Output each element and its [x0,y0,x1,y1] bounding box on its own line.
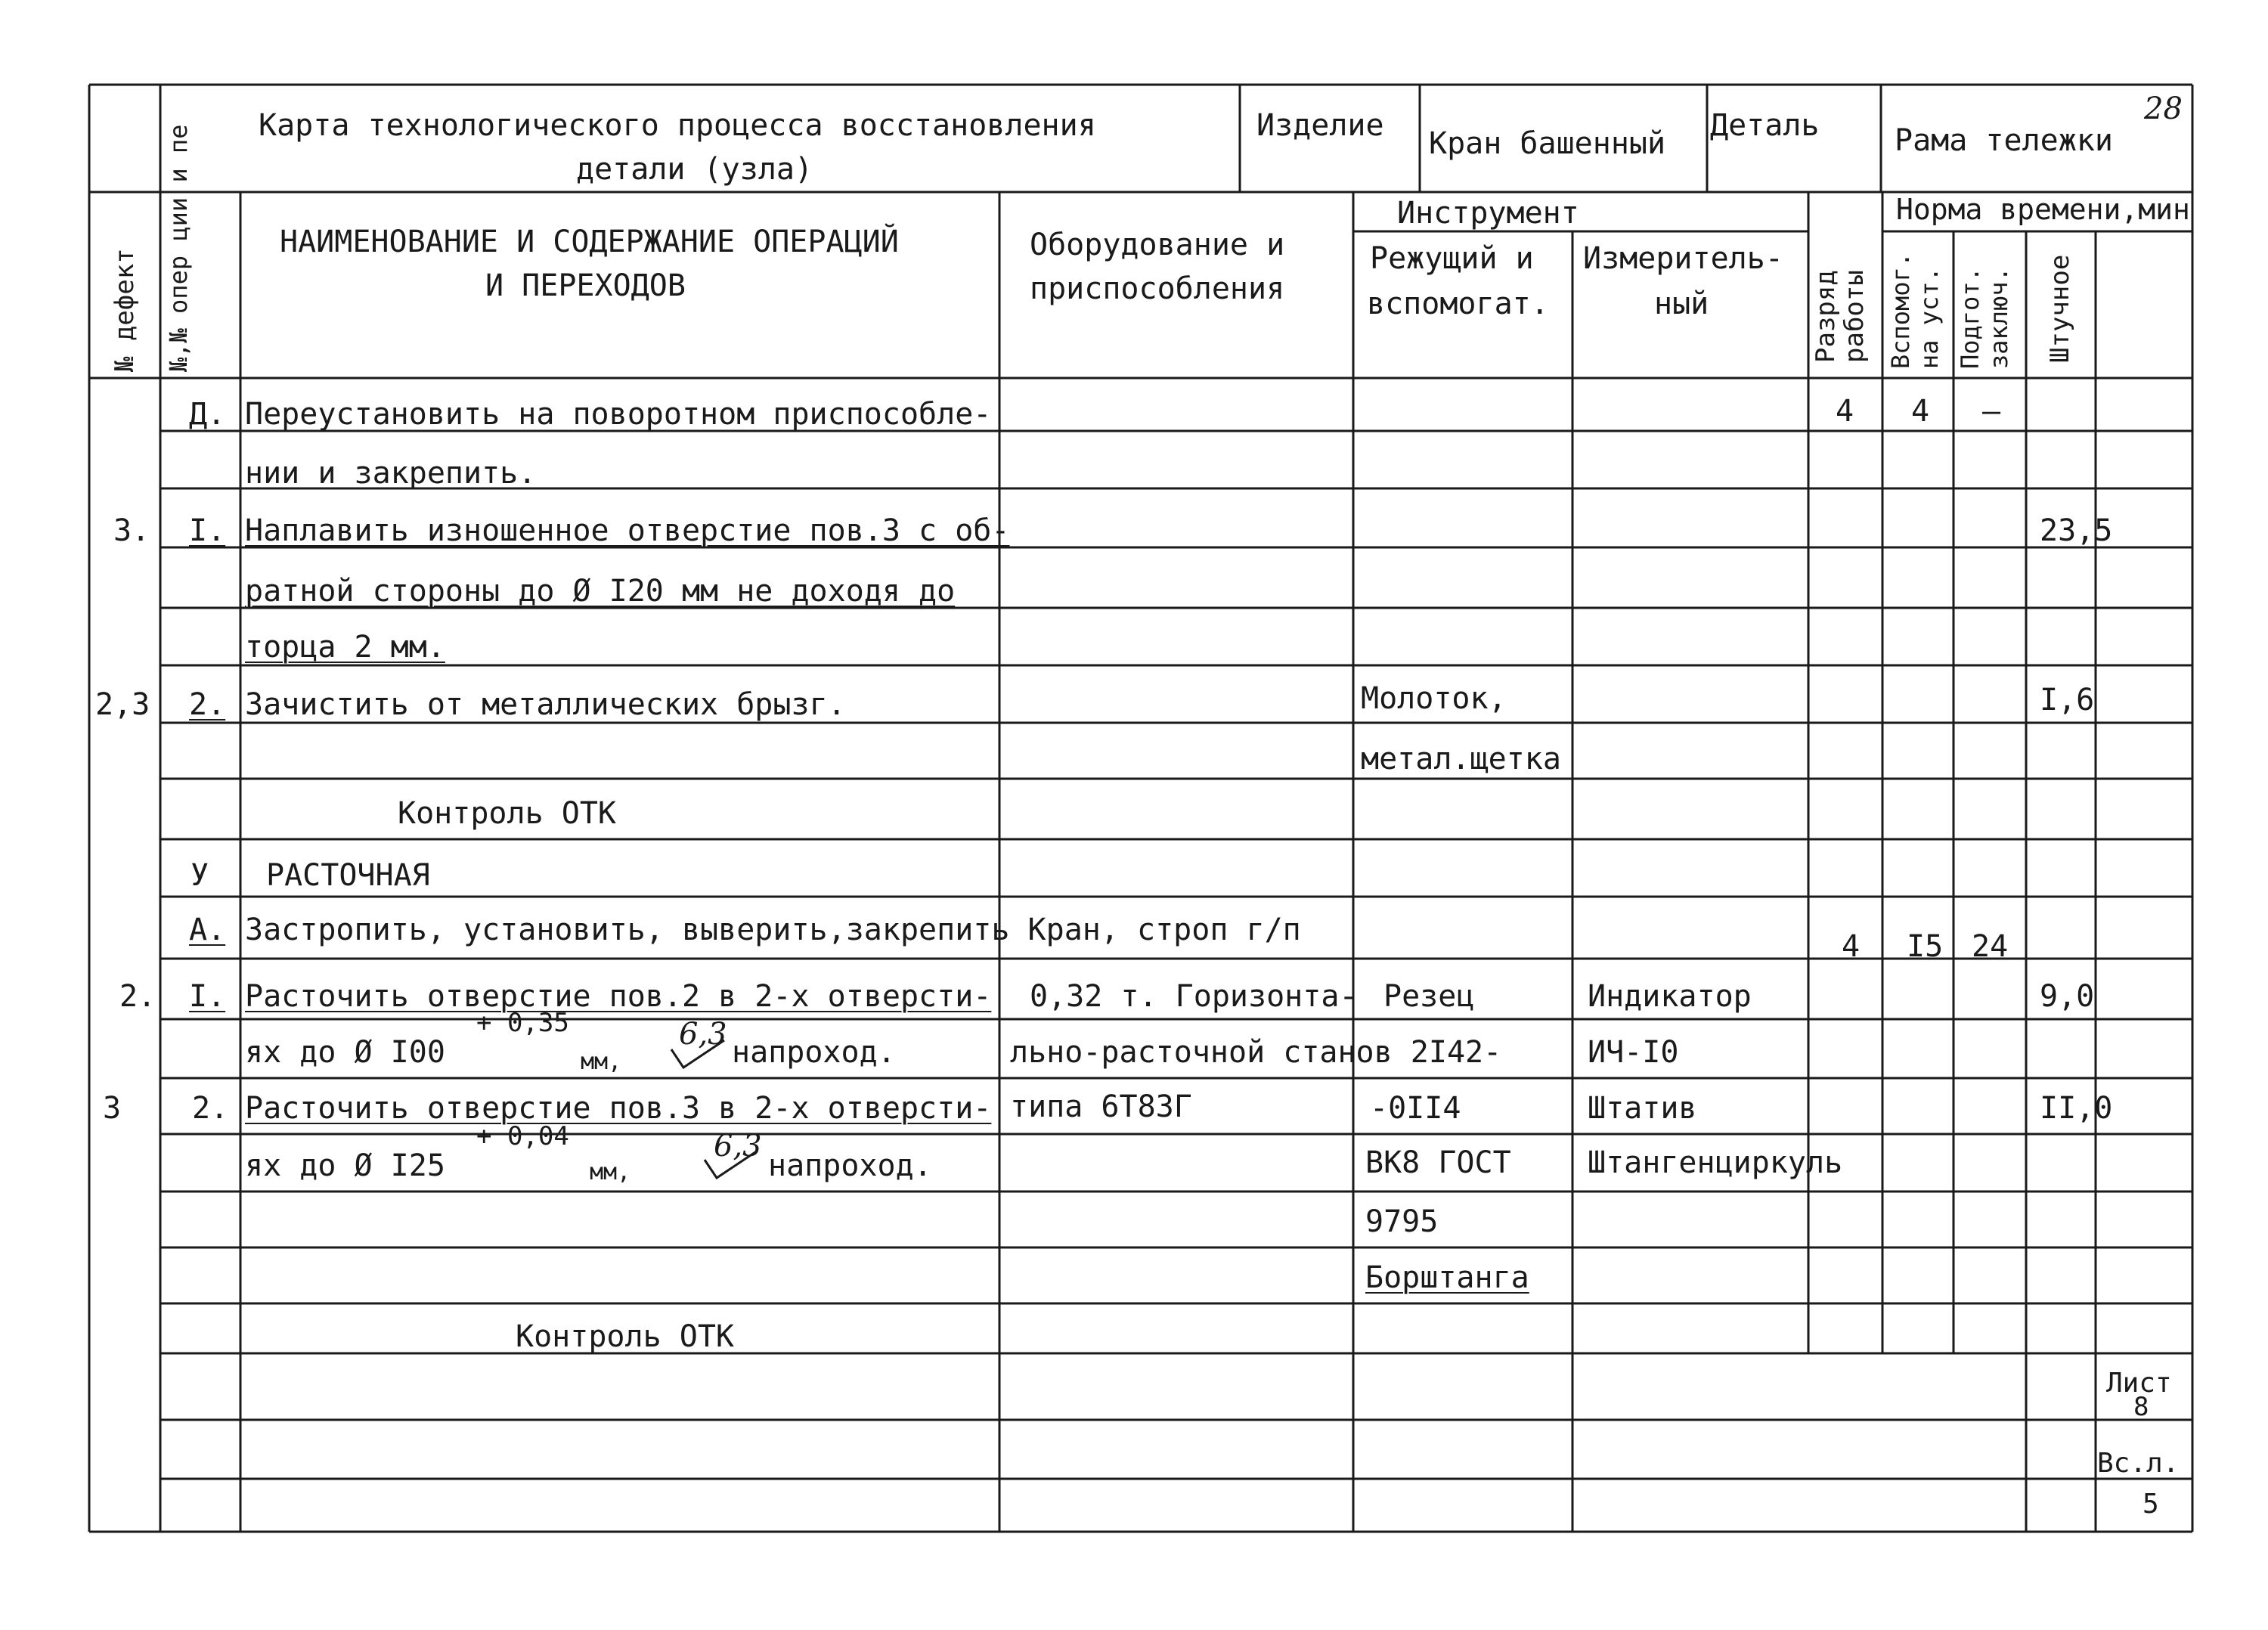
row-heading: Контроль ОТК [398,796,616,831]
col-name-line1: НАИМЕНОВАНИЕ И СОДЕРЖАНИЕ ОПЕРАЦИЙ [280,225,899,259]
col-time-norm: Норма времени,мин [1896,193,2190,226]
row-defect-number: 2,3 [95,687,150,722]
col-defect-number: № дефект [110,248,140,372]
row-measuring-tool: Индикатор [1588,979,1752,1014]
row-measuring-tool: ИЧ-I0 [1588,1035,1679,1070]
col-aux-line2: на уст. [1915,267,1944,369]
col-measuring-line2: ный [1654,287,1709,321]
row-heading: Контроль ОТК [516,1319,734,1354]
row-text: Расточить отверстие пов.3 в 2-х отверсти- [245,1091,992,1126]
sheet-count-label: Вс.л. [2097,1448,2180,1479]
row-cutting-tool: метал.щетка [1361,742,1561,776]
row-text: Зачистить от металлических брызг. [245,687,846,722]
col-aux-line1: Вспомог. [1886,252,1915,369]
roughness-mark: 6,3 [679,1017,727,1052]
row-text: Застропить, установить, выверить,закрепить Кран, строп г/п [245,913,1301,947]
row-prep: 24 [1972,929,2009,964]
row-measuring-tool: Штатив [1588,1091,1697,1126]
row-prep: – [1982,394,2001,429]
row-equipment: типа 6Т83Г [1010,1089,1192,1124]
row-op-number: 2. [192,1091,229,1126]
row-text: Расточить отверстие пов.2 в 2-х отверсти- [245,979,992,1014]
row-op-number: У [191,858,209,893]
row-tolerance: + 0,04 [476,1121,569,1151]
row-heading: РАСТОЧНАЯ [266,858,430,893]
page-number: 28 [2144,91,2183,126]
row-cutting-tool: Молоток, [1361,681,1507,716]
sheet-count: 5 [2143,1489,2159,1520]
row-op-number: 2. [189,687,226,722]
part-value: Рама тележки [1895,123,2113,158]
col-operation-number: №,№ опер ции и пе [164,124,193,372]
row-op-number: I. [189,979,226,1014]
product-value: Кран башенный [1429,126,1666,161]
form-title-line1: Карта технологического процесса восстановления [259,108,1096,143]
row-grade: 4 [1842,929,1861,964]
row-equipment: 0,32 т. Горизонта- [1030,979,1358,1014]
roughness-check-icon [668,1037,729,1072]
row-cutting-tool: Резец [1383,979,1475,1014]
row-defect-number: 3 [103,1091,122,1126]
sheet-number: 8 [2133,1392,2149,1422]
form-title-line2: детали (узла) [576,152,813,187]
col-equipment-line2: приспособления [1030,271,1285,306]
row-text: торца 2 мм. [245,630,445,665]
row-text: ях до Ø I25 [245,1148,445,1183]
row-measuring-tool: Штангенциркуль [1588,1145,1843,1180]
row-piece-time: 9,0 [2040,979,2095,1014]
row-piece-time: 23,5 [2040,513,2113,548]
row-cutting-tool: ВК8 ГОСТ [1365,1145,1511,1180]
row-op-number: I. [189,513,226,548]
row-text: Переустановить на поворотном приспособле- [245,397,992,432]
col-grade-line1: Разряд [1811,270,1841,363]
row-unit: мм, [581,1049,622,1075]
row-cutting-tool: -0II4 [1370,1091,1461,1126]
col-grade-line2: работы [1839,270,1870,363]
roughness-mark: 6,3 [714,1129,762,1164]
row-unit: мм, [590,1159,631,1185]
row-op-number: Д. [189,397,226,432]
col-piece: Штучное [2045,254,2075,363]
row-text: ях до Ø I00 [245,1035,445,1070]
col-equipment-line1: Оборудование и [1030,228,1285,262]
col-prep-line2: заключ. [1984,267,2013,369]
row-piece-time: II,0 [2040,1091,2113,1126]
col-name-line2: И ПЕРЕХОДОВ [485,268,686,303]
row-tolerance: + 0,35 [476,1008,569,1038]
row-cutting-tool: 9795 [1365,1204,1439,1239]
col-cutting-line2: вспомогат. [1367,287,1549,321]
row-cutting-tool: Борштанга [1365,1260,1529,1295]
part-label: Деталь [1710,108,1820,143]
row-text: Наплавить изношенное отверстие пов.3 с об- [245,513,1010,548]
row-defect-number: 2. [119,979,156,1014]
row-aux: 4 [1911,394,1930,429]
row-equipment: льно-расточной станов 2I42- [1010,1035,1502,1070]
row-text: нии и закрепить. [245,456,537,491]
col-instrument: Инструмент [1397,196,1579,231]
row-aux: I5 [1907,929,1944,964]
col-prep-line1: Подгот. [1956,267,1984,369]
sheet-label: Лист [2106,1368,2172,1399]
row-after-text: напроход. [732,1035,896,1070]
product-label: Изделие [1256,108,1384,143]
roughness-check-icon [702,1148,762,1182]
col-cutting-line1: Режущий и [1370,241,1534,276]
row-piece-time: I,6 [2040,683,2095,717]
row-op-number: А. [189,913,226,947]
row-after-text: напроход. [768,1148,932,1183]
row-grade: 4 [1836,394,1854,429]
row-defect-number: 3. [113,513,150,548]
row-text: ратной стороны до Ø I20 мм не доходя до [245,574,956,609]
col-measuring-line1: Измеритель- [1583,241,1783,276]
